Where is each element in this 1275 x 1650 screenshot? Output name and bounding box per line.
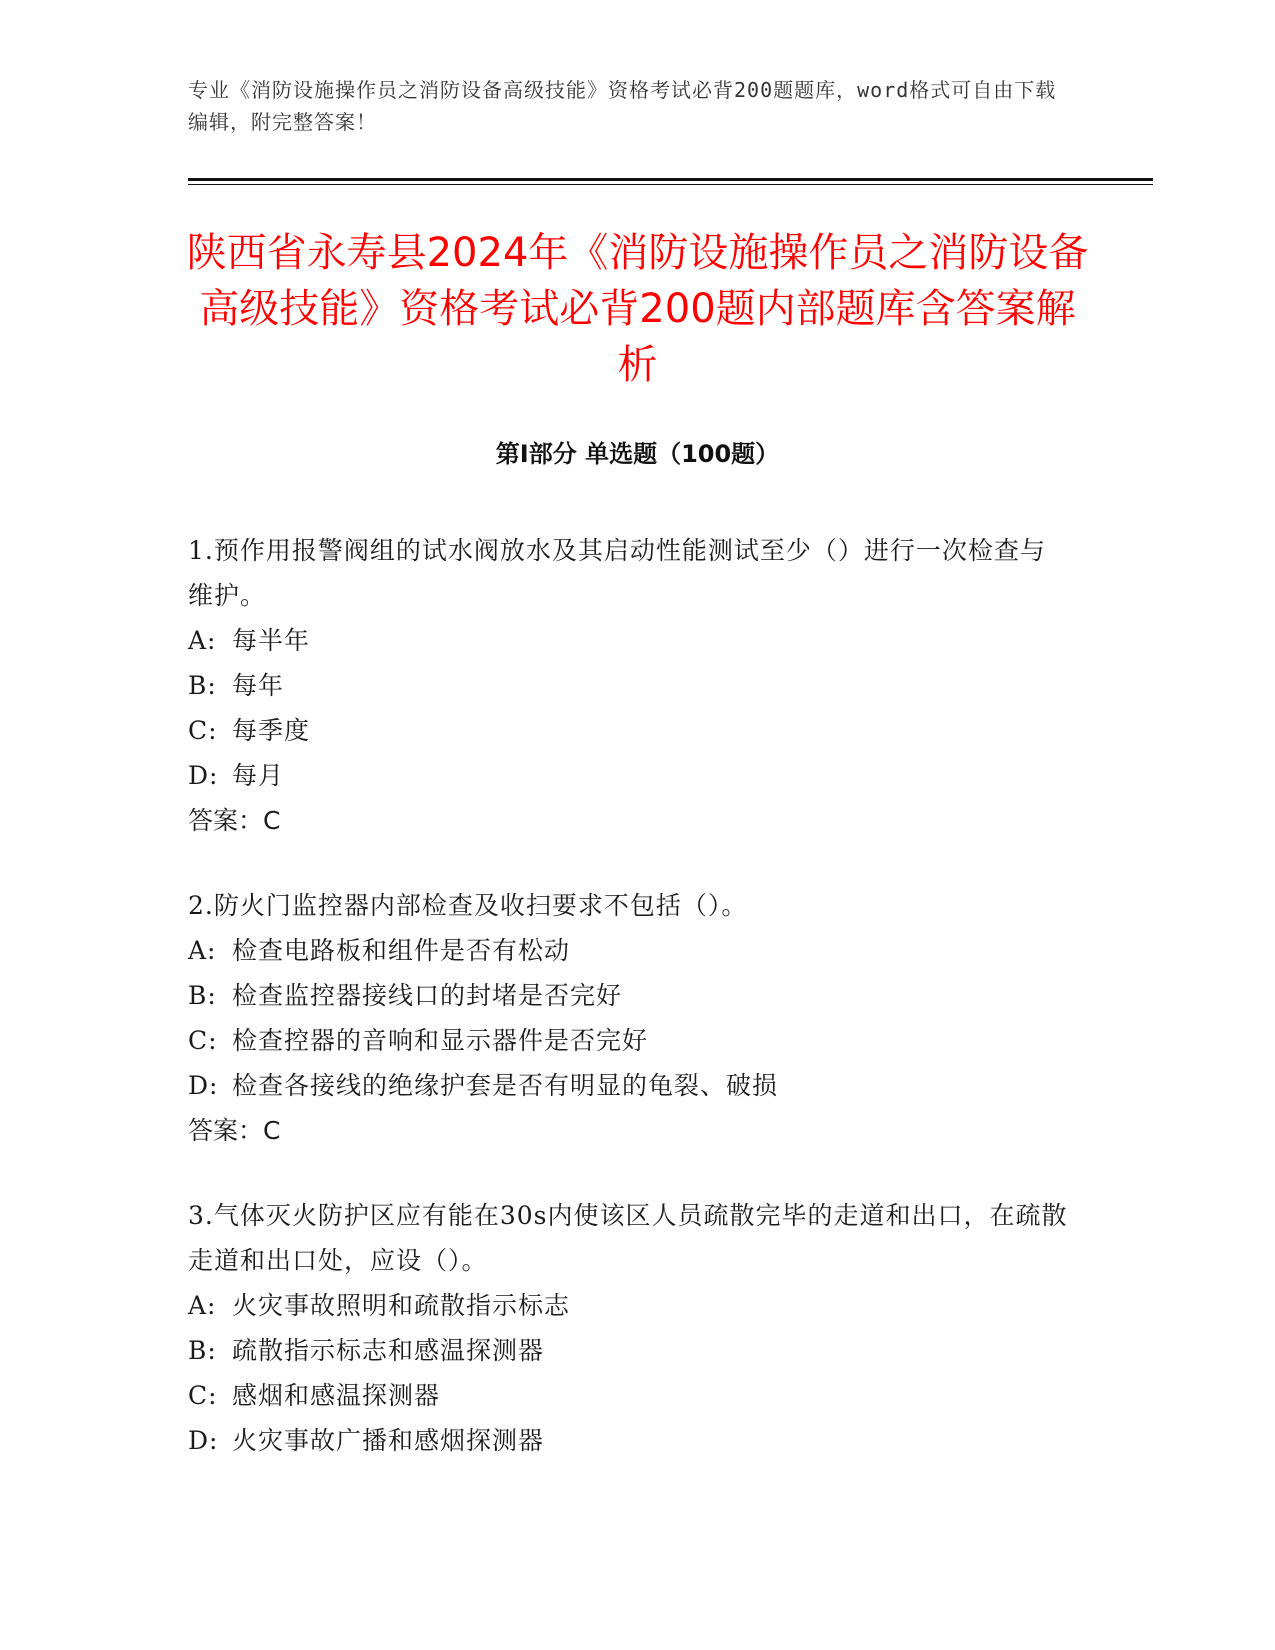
section-heading: 第Ⅰ部分 单选题（100题） <box>495 440 780 468</box>
option-letter: C: <box>188 716 218 745</box>
option-b <box>188 663 1068 708</box>
document-title: 陕西省永寿县2024年《消防设施操作员之消防设备高级技能》资格考试必背200题内部题库含答案解析 <box>186 230 1089 388</box>
question-stem: 1.预作用报警阀组的试水阀放水及其启动性能测试至少（）进行一次检查与维护。 <box>188 536 1046 610</box>
option-c <box>188 708 1068 753</box>
answer-line: 答案：C <box>188 1116 281 1145</box>
option-text: 疏散指示标志和感温探测器 <box>232 1336 545 1365</box>
option-d <box>188 753 1068 798</box>
option-text: 每月 <box>232 761 285 790</box>
option-text: 每半年 <box>232 626 311 655</box>
option-text: 检查监控器接线口的封堵是否完好 <box>232 981 623 1010</box>
option-letter: C: <box>188 1381 218 1410</box>
answer-line: 答案：C <box>188 806 281 835</box>
option-c <box>188 1018 1068 1063</box>
option-d <box>188 1063 1068 1108</box>
header-rule-thin <box>188 184 1153 185</box>
option-letter: C: <box>188 1026 218 1055</box>
option-text: 感烟和感温探测器 <box>232 1381 441 1410</box>
option-letter: D: <box>188 761 219 790</box>
question-2 <box>188 883 1068 1153</box>
option-text: 火灾事故照明和疏散指示标志 <box>232 1291 571 1320</box>
option-text: 每季度 <box>232 716 311 745</box>
option-c <box>188 1373 1068 1418</box>
option-a <box>188 928 1068 973</box>
option-letter: B: <box>188 671 217 700</box>
option-letter: A: <box>188 1291 217 1320</box>
question-1 <box>188 528 1068 843</box>
option-letter: D: <box>188 1071 219 1100</box>
question-stem: 3.气体灭火防护区应有能在30s内使该区人员疏散完毕的走道和出口，在疏散走道和出口处，应设（）。 <box>188 1201 1068 1275</box>
option-letter: A: <box>188 626 217 655</box>
option-text: 检查各接线的绝缘护套是否有明显的龟裂、破损 <box>232 1071 779 1100</box>
option-text: 火灾事故广播和感烟探测器 <box>232 1426 545 1455</box>
option-a <box>188 1283 1068 1328</box>
option-b <box>188 973 1068 1018</box>
option-text: 每年 <box>232 671 285 700</box>
question-stem: 2.防火门监控器内部检查及收扫要求不包括（）。 <box>188 891 748 920</box>
option-letter: B: <box>188 981 217 1010</box>
option-b <box>188 1328 1068 1373</box>
option-letter: D: <box>188 1426 219 1455</box>
option-a <box>188 618 1068 663</box>
option-d <box>188 1418 1068 1463</box>
question-3 <box>188 1193 1068 1463</box>
question-list <box>188 528 1068 1503</box>
option-text: 检查控器的音响和显示器件是否完好 <box>232 1026 649 1055</box>
header-rule-thick <box>188 178 1153 181</box>
option-letter: A: <box>188 936 217 965</box>
option-text: 检查电路板和组件是否有松动 <box>232 936 571 965</box>
header-note: 专业《消防设施操作员之消防设备高级技能》资格考试必背200题题库，word格式可自由下载编辑，附完整答案！ <box>188 78 1057 134</box>
option-letter: B: <box>188 1336 217 1365</box>
